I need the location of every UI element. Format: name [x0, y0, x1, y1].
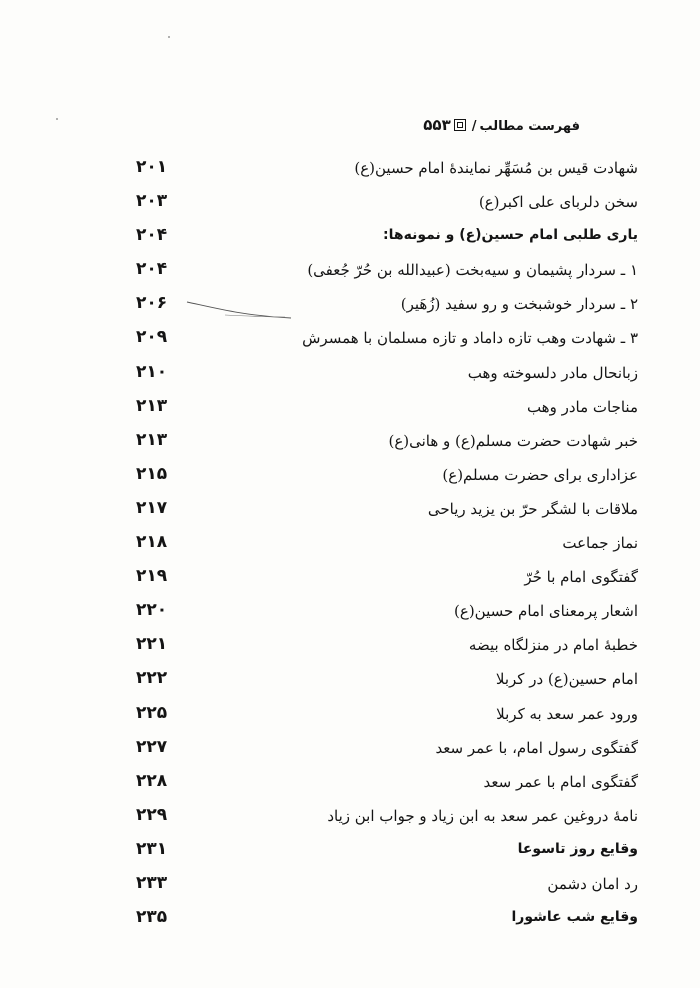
- header-separator: /: [471, 119, 477, 134]
- toc-entry: [0, 394, 700, 428]
- toc-entry-page-number: ۲۲۲: [136, 668, 168, 689]
- toc-entry: [0, 189, 700, 223]
- toc-entry-page-number: ۲۰۴: [136, 225, 168, 246]
- toc-entry-page-number: ۲۲۰: [136, 600, 168, 621]
- toc-entry-title: وقایع شب عاشورا: [511, 909, 638, 926]
- toc-entry-page-number: ۲۲۹: [136, 804, 168, 825]
- toc-entry: [0, 803, 700, 837]
- toc-entry-page-number: ۲۲۵: [136, 702, 168, 723]
- toc-entry: [0, 735, 700, 769]
- toc-entry-page-number: ۲۰۹: [136, 327, 168, 348]
- toc-entry: [0, 632, 700, 666]
- toc-entry-page-number: ۲۰۴: [136, 259, 168, 280]
- table-of-contents: [0, 155, 700, 939]
- running-header: [160, 116, 580, 134]
- toc-entry-title: زبانحال مادر دلسوخته وهب: [467, 363, 638, 382]
- toc-entry-title: عزاداری برای حضرت مسلم(ع): [442, 465, 638, 484]
- toc-entry-page-number: ۲۱۹: [136, 566, 168, 587]
- toc-entry: [0, 428, 700, 462]
- toc-entry: [0, 325, 700, 359]
- toc-entry: [0, 564, 700, 598]
- toc-entry-title: نامهٔ دروغین عمر سعد به ابن زیاد و جواب ابن زیاد: [327, 806, 638, 825]
- toc-entry-title: ملاقات با لشگر حرّ بن یزید ریاحی: [427, 499, 638, 518]
- toc-entry-page-number: ۲۰۳: [136, 191, 168, 212]
- toc-entry-page-number: ۲۲۱: [136, 634, 168, 655]
- toc-entry-page-number: ۲۱۸: [136, 532, 168, 553]
- toc-entry-page-number: ۲۱۰: [136, 361, 168, 382]
- toc-entry: [0, 769, 700, 803]
- toc-entry-title: نماز جماعت: [562, 534, 638, 553]
- toc-entry-page-number: ۲۲۸: [136, 770, 168, 791]
- toc-entry: [0, 530, 700, 564]
- toc-entry: [0, 462, 700, 496]
- toc-entry-title: وقایع روز تاسوعا: [517, 840, 638, 857]
- toc-entry-title: گفتگوی امام با حُرّ: [524, 568, 638, 587]
- toc-entry: [0, 666, 700, 700]
- paper-speck: [56, 118, 58, 120]
- toc-entry: [0, 291, 700, 325]
- toc-entry-title: شهادت قیس بن مُسَهِّر نمایندهٔ امام حسین(ع): [354, 159, 638, 177]
- toc-entry-title: خطبهٔ امام در منزلگاه بیضه: [468, 636, 638, 655]
- toc-entry-page-number: ۲۰۱: [136, 157, 168, 177]
- ornament-box-icon: [454, 119, 466, 131]
- toc-entry-page-number: ۲۱۳: [136, 395, 168, 416]
- toc-entry-title: یاری طلبی امام حسین(ع) و نمونه‌ها:: [383, 227, 638, 244]
- toc-entry-title: امام حسین(ع) در کربلا: [495, 670, 638, 689]
- toc-entry: [0, 155, 700, 189]
- toc-entry-title: گفتگوی امام با عمر سعد: [483, 772, 638, 791]
- header-title: فهرست مطالب: [479, 119, 580, 134]
- toc-entry-page-number: ۲۰۶: [136, 293, 168, 314]
- toc-entry-title: مناجات مادر وهب: [526, 397, 638, 416]
- toc-entry-page-number: ۲۳۳: [136, 872, 168, 893]
- toc-entry: [0, 871, 700, 905]
- toc-entry-page-number: ۲۱۵: [136, 463, 168, 484]
- toc-entry: [0, 257, 700, 291]
- toc-entry-page-number: ۲۳۱: [136, 838, 168, 859]
- toc-entry-title: خبر شهادت حضرت مسلم(ع) و هانی(ع): [388, 431, 638, 450]
- toc-entry: [0, 598, 700, 632]
- toc-entry: [0, 360, 700, 394]
- toc-entry-title: سخن دلربای علی اکبر(ع): [478, 193, 638, 212]
- toc-entry-title: گفتگوی رسول امام، با عمر سعد: [435, 738, 638, 757]
- pen-stroke-mark: [185, 296, 295, 326]
- toc-entry-title: ۳ ـ شهادت وهب تازه داماد و تازه مسلمان با همسرش: [302, 329, 638, 348]
- toc-entry-page-number: ۲۱۷: [136, 497, 168, 518]
- toc-entry-page-number: ۲۳۵: [136, 907, 168, 928]
- toc-entry: [0, 223, 700, 257]
- toc-entry: [0, 837, 700, 871]
- toc-entry-title: ورود عمر سعد به کربلا: [496, 704, 638, 723]
- header-page-number: ۵۵۳: [423, 116, 451, 134]
- toc-entry: [0, 496, 700, 530]
- toc-entry: [0, 905, 700, 939]
- toc-entry-title: رد امان دشمن: [547, 874, 638, 893]
- toc-entry-title: اشعار پرمعنای امام حسین(ع): [454, 602, 638, 621]
- toc-entry-title: ۱ ـ سردار پشیمان و سیه‌بخت (عبیدالله بن حُرّ جُعفی): [307, 261, 638, 280]
- toc-entry-page-number: ۲۲۷: [136, 736, 168, 757]
- paper-speck: [168, 36, 170, 38]
- toc-entry: [0, 701, 700, 735]
- toc-entry-page-number: ۲۱۳: [136, 429, 168, 450]
- toc-entry-title: ۲ ـ سردار خوشبخت و رو سفید (زُهَیر): [400, 295, 638, 314]
